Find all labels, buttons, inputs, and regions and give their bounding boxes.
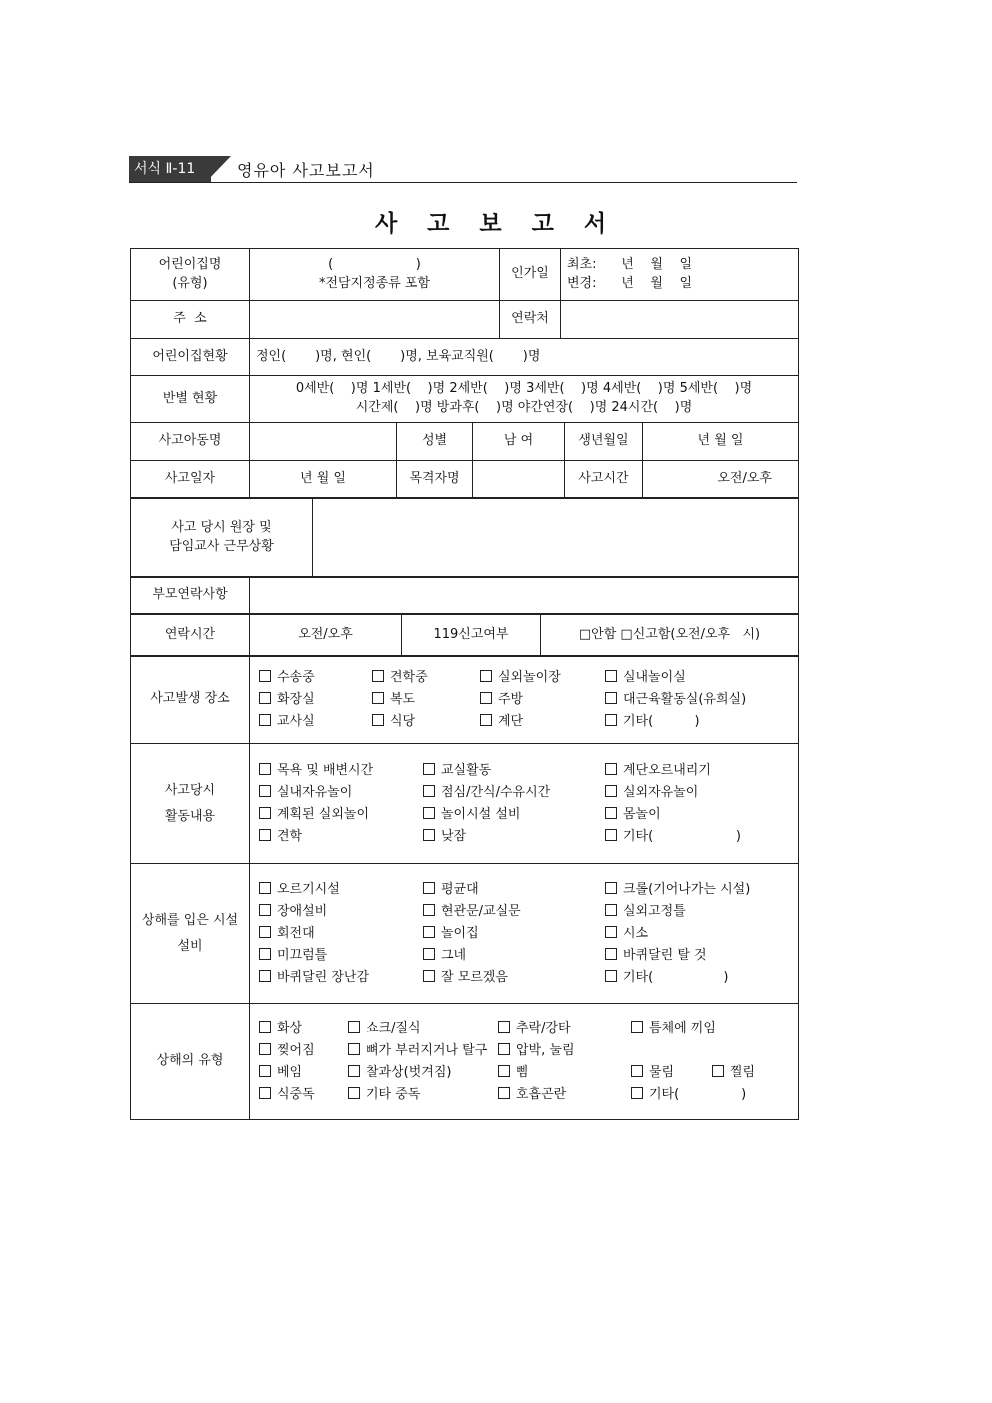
place-option-label: 수송중 (277, 669, 315, 685)
checkbox-icon[interactable] (259, 785, 271, 797)
checkbox-icon[interactable] (423, 785, 435, 797)
class-status-label: 반별 현황 (131, 376, 250, 423)
witness-field[interactable] (473, 461, 565, 499)
equipment-option-label: 바퀴달린 탈 것 (623, 947, 707, 963)
checkbox-icon[interactable] (259, 829, 271, 841)
checkbox-icon[interactable] (259, 1087, 271, 1099)
center-status-label: 어린이집현황 (131, 339, 250, 376)
contact-time-table (130, 613, 799, 657)
activity-option[interactable] (423, 760, 605, 782)
auth-first: 최초: 년 월 일 (567, 256, 693, 272)
checkbox-icon[interactable] (423, 926, 435, 938)
activity-option[interactable] (259, 804, 423, 826)
birth-label: 생년월일 (565, 423, 643, 461)
equipment-option-label: 오르기시설 (277, 881, 340, 897)
checkbox-icon[interactable] (259, 1021, 271, 1033)
center-name-paren: ( ) (328, 256, 421, 272)
checkbox-icon[interactable] (423, 904, 435, 916)
injury-option-label: 찰과상(벗겨짐) (366, 1064, 452, 1080)
contact-time-field[interactable]: 오전/오후 (250, 614, 402, 657)
parent-contact-label: 부모연락사항 (131, 577, 250, 615)
checkbox-icon[interactable] (259, 1065, 271, 1077)
checkbox-icon[interactable] (348, 1021, 360, 1033)
injury-option[interactable] (498, 1040, 631, 1062)
parent-contact-field[interactable] (250, 577, 799, 615)
injury-option[interactable] (348, 1018, 498, 1040)
checkbox-icon[interactable] (605, 714, 617, 726)
checkbox-icon[interactable] (259, 807, 271, 819)
activity-option-label: 계단오르내리기 (623, 762, 711, 778)
accident-time-field[interactable]: 오전/오후 (643, 461, 799, 499)
checkbox-icon[interactable] (605, 970, 617, 982)
checkbox-icon[interactable] (259, 926, 271, 938)
center-name-label: 어린이집명 (유형) (131, 249, 250, 301)
birth-field[interactable]: 년 월 일 (643, 423, 799, 461)
empty-cell (712, 1084, 802, 1106)
sex-label: 성별 (397, 423, 473, 461)
place-option[interactable] (372, 667, 480, 689)
activity-option[interactable] (605, 760, 805, 782)
equipment-option-label: 잘 모르겠음 (441, 969, 508, 985)
place-option-label: 실외놀이장 (498, 669, 561, 685)
equipment-option[interactable] (423, 967, 605, 989)
injury-option[interactable] (259, 1084, 348, 1106)
activity-option-label: 교실활동 (441, 762, 492, 778)
equipment-option[interactable] (259, 923, 423, 945)
contact-field[interactable] (561, 301, 799, 339)
place-option-label: 견학중 (390, 669, 428, 685)
injury-option[interactable] (259, 1062, 348, 1084)
witness-label: 목격자명 (397, 461, 473, 499)
center-name-note: *전담지정종류 포함 (318, 275, 431, 291)
checkbox-icon[interactable] (259, 970, 271, 982)
injury-option-label: 뼈가 부러지거나 탈구 (366, 1042, 488, 1058)
injury-option[interactable] (348, 1062, 498, 1084)
place-option[interactable] (259, 689, 372, 711)
staff-status-field[interactable] (313, 498, 799, 578)
place-option-label: 주방 (498, 691, 524, 707)
accident-time-label: 사고시간 (565, 461, 643, 499)
injury-option-label: 압박, 눌림 (516, 1042, 575, 1058)
checkbox-icon[interactable] (498, 1065, 510, 1077)
injury-option[interactable] (498, 1084, 631, 1106)
equipment-option-label: 그네 (441, 947, 467, 963)
equipment-option[interactable] (605, 901, 805, 923)
injury-option[interactable] (348, 1084, 498, 1106)
class-status-field[interactable] (250, 376, 799, 423)
place-options (259, 667, 792, 733)
activity-option[interactable] (423, 782, 605, 804)
equipment-option-label: 회전대 (277, 925, 315, 941)
equipment-option-label: 평균대 (441, 881, 479, 897)
place-option-label: 식당 (390, 713, 416, 729)
checkbox-icon[interactable] (259, 714, 271, 726)
injury-option-label: 삠 (516, 1064, 529, 1080)
place-option-label: 교사실 (277, 713, 315, 729)
checkbox-icon[interactable] (259, 670, 271, 682)
injury-option[interactable] (498, 1018, 631, 1040)
activity-option-label: 낮잠 (441, 828, 467, 844)
injury-option[interactable] (259, 1018, 348, 1040)
equipment-option-label: 미끄럼틀 (277, 947, 328, 963)
checkbox-icon[interactable] (480, 714, 492, 726)
checkbox-icon[interactable] (259, 692, 271, 704)
activity-option-label: 실내자유놀이 (277, 784, 353, 800)
header-rule (129, 182, 797, 183)
activity-option[interactable] (605, 804, 805, 826)
checkbox-icon[interactable] (348, 1087, 360, 1099)
report-119-field[interactable]: □안함 □신고함(오전/오후 시) (541, 614, 799, 657)
injury-option-label: 기타( ) (649, 1086, 747, 1102)
equipment-option[interactable] (605, 923, 805, 945)
equipment-option-label: 현관문/교실문 (441, 903, 521, 919)
checkbox-icon[interactable] (423, 763, 435, 775)
activity-option[interactable] (605, 782, 805, 804)
parent-contact-table (130, 576, 799, 615)
injury-option-label: 호흡곤란 (516, 1086, 567, 1102)
place-option[interactable] (605, 667, 805, 689)
equipment-option-label: 크롤(기어나가는 시설) (623, 881, 751, 897)
staff-status-table (130, 497, 799, 578)
child-name-field[interactable] (250, 423, 397, 461)
place-option-label: 기타( ) (623, 713, 700, 729)
equipment-option-label: 시소 (623, 925, 649, 941)
child-info-table (130, 422, 799, 499)
place-option[interactable] (605, 689, 805, 711)
place-option[interactable] (372, 711, 480, 733)
activity-option-label: 계획된 실외놀이 (277, 806, 370, 822)
checkbox-icon[interactable] (259, 1043, 271, 1055)
auth-date-label: 인가일 (500, 249, 561, 301)
checkbox-icon[interactable] (605, 785, 617, 797)
equipment-option[interactable] (605, 879, 805, 901)
checkbox-icon[interactable] (605, 807, 617, 819)
equipment-option[interactable] (423, 945, 605, 967)
checkbox-icon[interactable] (372, 714, 384, 726)
contact-time-label: 연락시간 (131, 614, 250, 657)
injury-option[interactable] (348, 1040, 498, 1062)
auth-change: 변경: 년 월 일 (567, 275, 693, 291)
injury-option-label: 베임 (277, 1064, 303, 1080)
checkbox-icon[interactable] (259, 904, 271, 916)
child-name-label: 사고아동명 (131, 423, 250, 461)
place-option[interactable] (480, 689, 605, 711)
checkbox-icon[interactable] (712, 1065, 724, 1077)
equipment-option[interactable] (259, 967, 423, 989)
injury-option-label: 물림 (649, 1064, 675, 1080)
checkbox-icon[interactable] (423, 829, 435, 841)
checkbox-icon[interactable] (259, 882, 271, 894)
checkbox-icon[interactable] (480, 670, 492, 682)
injury-options (259, 1018, 792, 1106)
checkbox-icon[interactable] (631, 1021, 643, 1033)
injury-label: 상해의 유형 (131, 1004, 250, 1120)
activity-option-label: 실외자유놀이 (623, 784, 699, 800)
injury-option[interactable] (712, 1062, 802, 1084)
checkbox-icon[interactable] (605, 670, 617, 682)
equipment-option-label: 장애설비 (277, 903, 328, 919)
address-label: 주 소 (131, 301, 250, 339)
checkbox-icon[interactable] (498, 1043, 510, 1055)
place-option[interactable] (605, 711, 805, 733)
place-option-label: 실내놀이실 (623, 669, 686, 685)
checkbox-icon[interactable] (480, 692, 492, 704)
equipment-option[interactable] (423, 879, 605, 901)
place-option[interactable] (480, 667, 605, 689)
accident-date-label: 사고일자 (131, 461, 250, 499)
injury-option-label: 식중독 (277, 1086, 315, 1102)
center-name-field[interactable] (250, 249, 500, 301)
sex-field[interactable]: 남 여 (473, 423, 565, 461)
equipment-option[interactable] (423, 923, 605, 945)
checkbox-icon[interactable] (372, 670, 384, 682)
injury-option-label: 찢어짐 (277, 1042, 315, 1058)
place-option[interactable] (372, 689, 480, 711)
checkbox-icon[interactable] (631, 1065, 643, 1077)
report-119-label: 119신고여부 (402, 614, 541, 657)
place-option-label: 계단 (498, 713, 524, 729)
auth-date-field[interactable] (561, 249, 799, 301)
checkbox-icon[interactable] (631, 1087, 643, 1099)
place-option[interactable] (480, 711, 605, 733)
equipment-option-label: 바퀴달린 장난감 (277, 969, 370, 985)
activity-option-label: 견학 (277, 828, 303, 844)
checkbox-icon[interactable] (605, 948, 617, 960)
class-status-line2: 시간제( )명 방과후( )명 야간연장( )명 24시간( )명 (355, 400, 693, 415)
equipment-option-label: 실외고정틀 (623, 903, 686, 919)
center-status-field[interactable]: 정인( )명, 현인( )명, 보육교직원( )명 (250, 339, 799, 376)
place-option-label: 복도 (390, 691, 416, 707)
activity-option[interactable] (259, 826, 423, 848)
checkbox-icon[interactable] (498, 1087, 510, 1099)
activity-option[interactable] (423, 804, 605, 826)
form-id-badge-corner (205, 156, 231, 183)
activity-option-label: 점심/간식/수유시간 (441, 784, 551, 800)
checkbox-icon[interactable] (605, 692, 617, 704)
checkbox-icon[interactable] (423, 948, 435, 960)
place-label: 사고발생 장소 (131, 656, 250, 744)
injury-option-label: 쇼크/질식 (366, 1020, 421, 1036)
checkbox-icon[interactable] (498, 1021, 510, 1033)
activity-option[interactable] (423, 826, 605, 848)
place-option[interactable] (259, 667, 372, 689)
checkbox-icon[interactable] (605, 926, 617, 938)
place-option-label: 화장실 (277, 691, 315, 707)
form-name: 영유아 사고보고서 (237, 161, 375, 180)
checklist-table (130, 655, 799, 1120)
equipment-option[interactable] (259, 901, 423, 923)
empty-cell (631, 1040, 712, 1062)
empty-cell (712, 1040, 802, 1062)
checkbox-icon[interactable] (423, 970, 435, 982)
empty-cell (712, 1018, 802, 1040)
document-title: 사 고 보 고 서 (374, 211, 618, 237)
info-table-top (130, 248, 799, 423)
equipment-option[interactable] (605, 945, 805, 967)
checkbox-icon[interactable] (348, 1065, 360, 1077)
checkbox-icon[interactable] (259, 948, 271, 960)
injury-option-label: 화상 (277, 1020, 303, 1036)
activity-option-label: 몸놀이 (623, 806, 661, 822)
staff-status-label: 사고 당시 원장 및 담임교사 근무상황 (131, 498, 313, 578)
checkbox-icon[interactable] (605, 882, 617, 894)
place-option-label: 대근육활동실(유희실) (623, 691, 747, 707)
place-option[interactable] (259, 711, 372, 733)
injury-option-label: 추락/강타 (516, 1020, 571, 1036)
activity-option[interactable] (259, 760, 423, 782)
checkbox-icon[interactable] (259, 763, 271, 775)
class-status-line1: 0세반( )명 1세반( )명 2세반( )명 3세반( )명 4세반( )명 5세반( )명 (295, 381, 753, 397)
equipment-option[interactable] (423, 901, 605, 923)
activity-option[interactable] (605, 826, 805, 848)
injury-option[interactable] (498, 1062, 631, 1084)
injury-option[interactable] (259, 1040, 348, 1062)
equipment-options (259, 879, 792, 989)
injury-option-label: 찔림 (730, 1064, 756, 1080)
injury-option[interactable] (631, 1062, 712, 1084)
equipment-option[interactable] (259, 879, 423, 901)
equipment-option-label: 놀이집 (441, 925, 479, 941)
equipment-option-label: 기타( ) (623, 969, 729, 985)
activity-label: 사고당시 활동내용 (131, 744, 250, 864)
checkbox-icon[interactable] (372, 692, 384, 704)
equipment-option[interactable] (605, 967, 805, 989)
activity-option-label: 놀이시설 설비 (441, 806, 521, 822)
activity-option[interactable] (259, 782, 423, 804)
injury-option-label: 기타 중독 (366, 1086, 421, 1102)
address-field[interactable] (250, 301, 500, 339)
accident-date-field[interactable]: 년 월 일 (250, 461, 397, 499)
checkbox-icon[interactable] (423, 882, 435, 894)
equipment-label: 상해를 입은 시설 설비 (131, 864, 250, 1004)
checkbox-icon[interactable] (605, 763, 617, 775)
activity-option-label: 목욕 및 배변시간 (277, 762, 374, 778)
injury-option[interactable] (631, 1018, 716, 1040)
checkbox-icon[interactable] (423, 807, 435, 819)
contact-label: 연락처 (500, 301, 561, 339)
activity-options (259, 760, 792, 848)
injury-option-label: 틈체에 끼임 (649, 1020, 716, 1036)
checkbox-icon[interactable] (348, 1043, 360, 1055)
form-id-badge: 서식 Ⅱ-11 (129, 156, 211, 183)
activity-option-label: 기타( ) (623, 828, 741, 844)
checkbox-icon[interactable] (605, 829, 617, 841)
equipment-option[interactable] (259, 945, 423, 967)
injury-option[interactable] (631, 1084, 747, 1106)
checkbox-icon[interactable] (605, 904, 617, 916)
